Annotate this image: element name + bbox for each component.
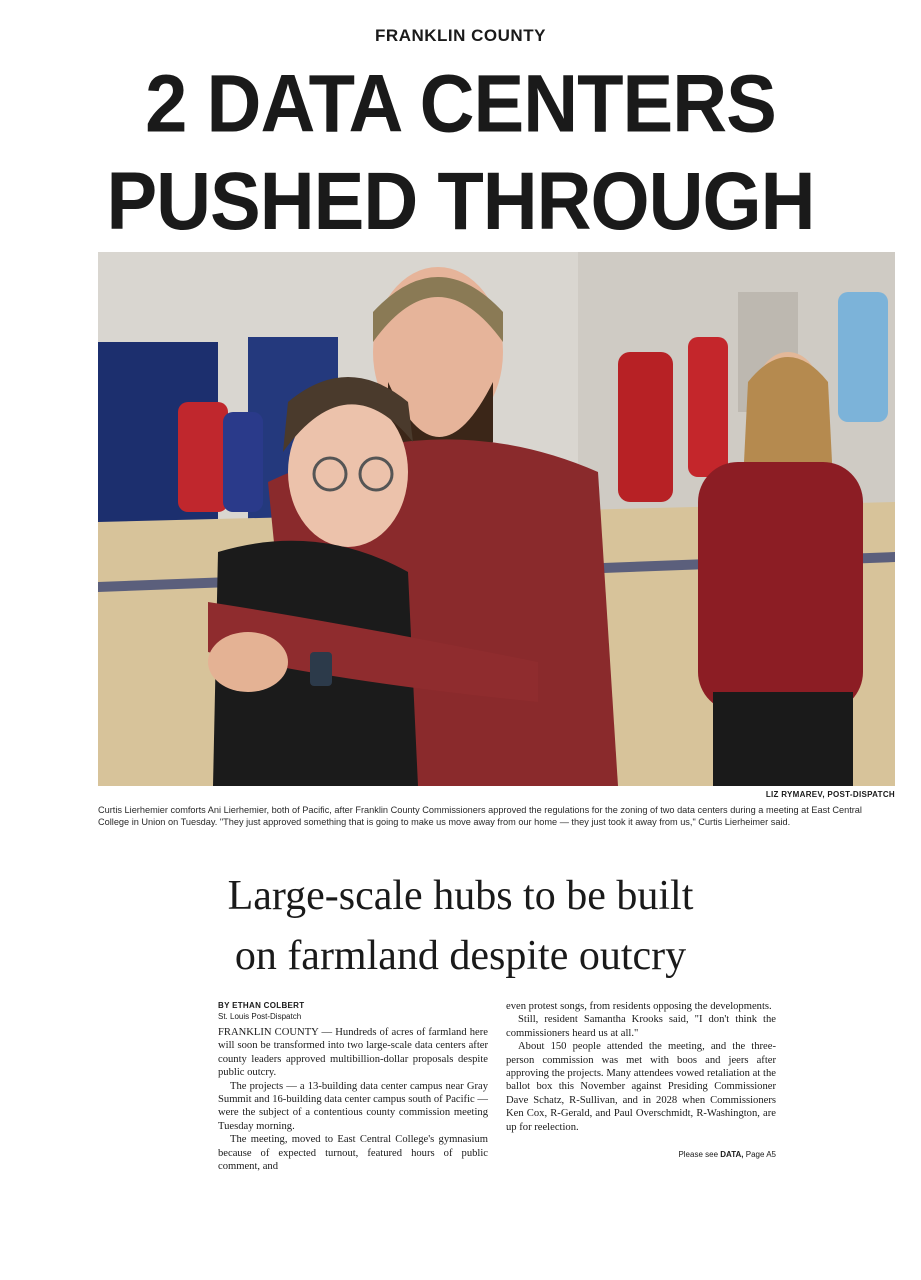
- headline-line-2: PUSHED THROUGH: [106, 155, 815, 248]
- jump-prefix: Please see: [678, 1150, 721, 1160]
- headline: [0, 56, 921, 250]
- headline-line-1: 2 DATA CENTERS: [145, 58, 776, 150]
- paragraph: About 150 people attended the meeting, and the three-person commission was met with boos and jeers after approving the projects. Many attendees vowed retaliation at the ballot box this November against Presiding Commissioner Dave Schatz, R-Sullivan, and in 2028 when Commissioners Ken Cox, R-Gerald, and Paul Overschmidt, R-Washington, are up for reelection.: [506, 1041, 776, 1133]
- byline: BY ETHAN COLBERT: [218, 1001, 305, 1010]
- paragraph: The meeting, moved to East Central College's gymnasium because of expected turnout, featured hours of public comment, and: [218, 1134, 488, 1173]
- jump-key: DATA,: [720, 1150, 744, 1160]
- article-column-1: [218, 1000, 488, 1250]
- subheadline: [0, 866, 921, 986]
- paragraph: The projects — a 13-building data center campus near Gray Summit and 16-building data center campus south of Pacific — were the subject of a contentious county commission meeting Tuesday morning.: [218, 1080, 488, 1132]
- paragraph: even protest songs, from residents opposing the developments.: [506, 1001, 772, 1012]
- section-kicker: FRANKLIN COUNTY: [375, 26, 546, 45]
- photo-credit: LIZ RYMAREV, POST-DISPATCH: [765, 790, 895, 799]
- jump-line: [506, 1148, 776, 1161]
- byline-affiliation: St. Louis Post-Dispatch: [218, 1012, 302, 1021]
- subheadline-line-2: on farmland despite outcry: [234, 933, 687, 979]
- news-photo: [98, 252, 895, 786]
- subheadline-line-1: Large-scale hubs to be built: [227, 873, 694, 919]
- jump-suffix: Page A5: [743, 1150, 776, 1160]
- paragraph: FRANKLIN COUNTY — Hundreds of acres of farmland here will soon be transformed into two large-scale data centers after county leaders approved multibillion-dollar proposals despite public outcry.: [218, 1027, 488, 1079]
- paragraph: Still, resident Samantha Krooks said, "I don't think the commissioners heard us at all.": [506, 1014, 776, 1039]
- article-body: [218, 1000, 776, 1250]
- photo-caption: Curtis Lierhemier comforts Ani Lierhemier, both of Pacific, after Franklin County Commissioners approved the regulations for the zoning of two data centers during a meeting at East Central College in Union on Tuesday. "They just approved something that is going to make us move away from our home — they just took it away from us," Curtis Lierheimer said.: [98, 805, 862, 827]
- article-column-2: [506, 1000, 776, 1250]
